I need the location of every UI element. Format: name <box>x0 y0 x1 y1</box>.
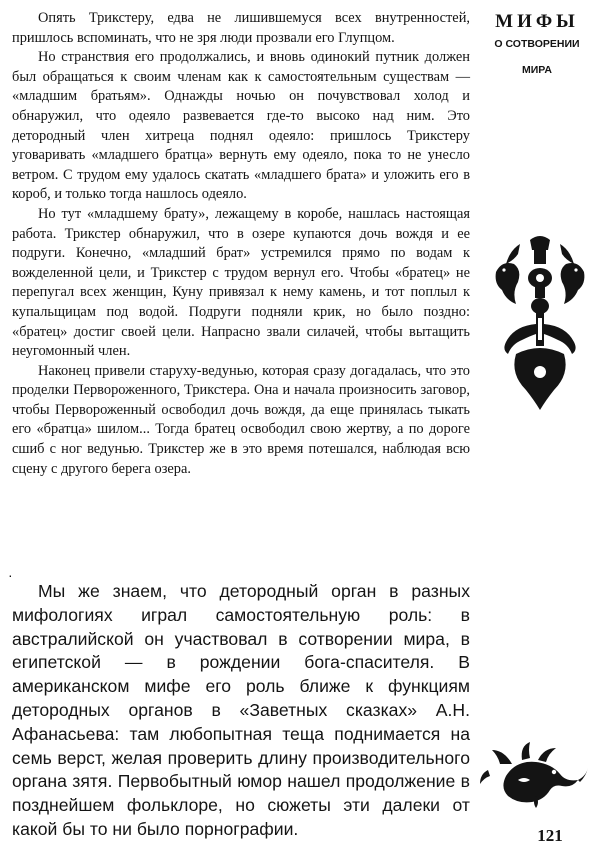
story-column <box>12 9 470 479</box>
story-paragraph-3: Но тут «младшему брату», лежащему в коробе, нашлась настоящая работа. Трикстер обнаружил, что в озере купаются дочь вождя и ее подруги. Конечно, «младший брат» устремился прямо по водам к вожделенной цели, и Трикстер с трудом вернул его. Чтобы «братец» не перепугал всех женщин, Куну привязал к нему камень, и тот поплыл к купальщицам под водой. Подруги подняли крик, но было поздно: «братец» достиг своей цели. Напрасно звали силачей, чтобы вытащить неугомонный член. <box>12 205 470 360</box>
story-paragraph-1: Опять Трикстеру, едва не лишившемуся всех внутренностей, пришлось вспоминать, что не зря люди прозвали его Глупцом. <box>12 10 470 46</box>
story-paragraph-4: Наконец привели старуху-ведунью, которая сразу догадалась, что это проделки Первороженного, Трикстера. Она и начала произносить заговор, чтобы Первороженный освободил дочь вождя, да еще принялась тыкать его «братца» шилом... Тогда братец освободил свою жертву, а по дороге сшиб с ног ведунью. Трикстер же в это время потешался, наблюдая всю сцену с другого берега озера. <box>12 362 470 477</box>
story-paragraph-2: Но странствия его продолжались, и вновь одинокий путник должен был обращаться к своим членам как к самостоятельным существам — «младшим братьям». Однажды ночью он почувствовал холод и обнаружил, что одеяло развевается где-то высоко над ним. Это детородный член хитреца поднял одеяло: пришлось Трикстеру уговаривать «младшего братца» вернуть ему одеяло, пока то не унесло ветром. С трудом ему удалось скатать «младшего брата» и уложить его в короб, и только тогда нашлось одеяло. <box>12 49 470 203</box>
commentary-paragraph: Мы же знаем, что детородный орган в разных мифологиях играл самостоятельную роль: в австралийской он участвовал в сотворении мира, в египетской — в рождении бога-спасителя. В американском мифе его роль ближе к функциям детородных органов в «Заветных сказках» А.Н. Афанасьева: там любопытная теща поднимается на семь верст, желая проверить длину производительного органа зятя. Первобытный юмор нашел продолжение в позднейшем фольклоре, но сюжеты эти далеки от какой бы то ни было порнографии. <box>12 581 470 839</box>
commentary-bullet: · <box>8 567 13 583</box>
section-title: МИФЫ <box>495 11 579 32</box>
dragon-illustration <box>478 740 590 810</box>
section-subtitle: О СОТВОРЕНИИ <box>494 38 580 50</box>
ornamental-vessel-illustration <box>490 232 590 412</box>
page-number: 121 <box>537 826 563 845</box>
section-subtitle-2: МИРА <box>522 64 552 76</box>
running-header <box>482 10 592 77</box>
